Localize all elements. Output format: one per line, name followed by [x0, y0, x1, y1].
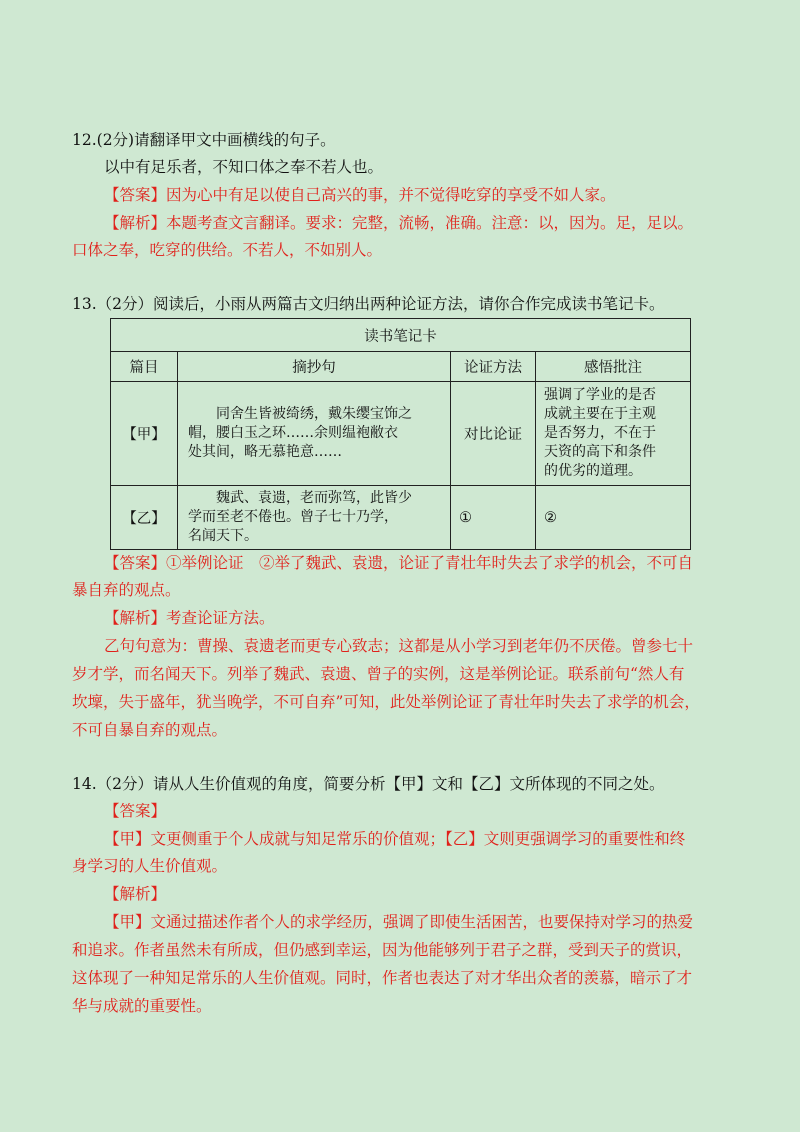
q13-answer-line2: 暴自弃的观点。 — [72, 581, 181, 599]
q14-analysis-line2: 和追求。作者虽然未有所成，但仍感到幸运，因为他能够列于君子之群，受到天子的赏识， — [72, 941, 693, 959]
row-note — [536, 382, 691, 486]
note-line: 成就主要在于主观 — [544, 406, 656, 422]
q13-answer-line1: 【答案】①举例论证 ②举了魏武、袁遗，论证了青壮年时失去了求学的机会，不可自 — [104, 554, 694, 572]
q14-answer-line2: 身学习的人生价值观。 — [72, 857, 228, 875]
row-piece: 【甲】 — [111, 382, 178, 486]
row-method-blank: ① — [451, 486, 536, 550]
header-piece: 篇目 — [111, 352, 178, 382]
q14-answer-label: 【答案】 — [104, 802, 167, 820]
q13-analysis-label: 【解析】考查论证方法。 — [104, 609, 275, 627]
quote-line: 学而至老不倦也。曾子七十乃学， — [188, 509, 398, 525]
quote-line: 帽，腰白玉之环……余则缊袍敝衣 — [188, 425, 398, 441]
header-note: 感悟批注 — [536, 352, 691, 382]
q14-analysis-line1: 【甲】文通过描述作者个人的求学经历，强调了即使生活困苦，也要保持对学习的热爱 — [104, 913, 694, 931]
card-row-jia — [111, 382, 691, 486]
note-line: 强调了学业的是否 — [544, 387, 656, 403]
row-note-blank: ② — [536, 486, 691, 550]
quote-line: 同舍生皆被绮绣，戴朱缨宝饰之 — [216, 406, 412, 422]
row-piece: 【乙】 — [111, 486, 178, 550]
q12-answer: 【答案】因为心中有足以使自己高兴的事，并不觉得吃穿的享受不如人家。 — [104, 186, 616, 204]
q14-analysis-line3: 这体现了一种知足常乐的人生价值观。同时，作者也表达了对才华出众者的羡慕，暗示了才 — [72, 969, 693, 987]
q13-analysis-line3: 坎壈，失于盛年，犹当晚学，不可自弃”可知，此处举例论证了青壮年时失去了求学的机会， — [72, 693, 700, 711]
row-quote — [178, 382, 451, 486]
note-line: 天资的高下和条件 — [544, 444, 656, 460]
header-quote: 摘抄句 — [178, 352, 451, 382]
q14-analysis-line4: 华与成就的重要性。 — [72, 997, 212, 1015]
q13-analysis-line1: 乙句句意为：曹操、袁遗老而更专心致志；这都是从小学习到老年仍不厌倦。曾参七十 — [104, 637, 694, 655]
q13-analysis-line2: 岁才学，而名闻天下。列举了魏武、袁遗、曾子的实例，这是举例论证。联系前句“然人有 — [72, 665, 685, 683]
row-quote — [178, 486, 451, 550]
quote-line: 名闻天下。 — [188, 528, 258, 544]
q14-answer-line1: 【甲】文更侧重于个人成就与知足常乐的价值观；【乙】文则更强调学习的重要性和终 — [104, 830, 686, 848]
row-method: 对比论证 — [451, 382, 536, 486]
quote-line: 魏武、袁遗，老而弥笃，此皆少 — [216, 490, 412, 506]
q13-question: 13.（2分）阅读后，小雨从两篇古文归纳出两种论证方法，请你合作完成读书笔记卡。 — [72, 295, 665, 313]
quote-line: 处其间，略无慕艳意…… — [188, 444, 342, 460]
header-method: 论证方法 — [451, 352, 536, 382]
q12-analysis-line2: 口体之奉，吃穿的供给。不若人，不如别人。 — [72, 241, 383, 259]
q12-question: 12.(2分)请翻译甲文中画横线的句子。 — [72, 131, 336, 149]
card-title: 读书笔记卡 — [111, 319, 691, 352]
q13-analysis-line4: 不可自暴自弃的观点。 — [72, 721, 228, 739]
card-row-yi — [111, 486, 691, 550]
note-line: 的优劣的道理。 — [544, 463, 642, 479]
note-line: 是否努力，不在于 — [544, 425, 656, 441]
q12-sentence: 以中有足乐者，不知口体之奉不若人也。 — [104, 158, 384, 176]
q14-question: 14.（2分）请从人生价值观的角度，简要分析【甲】文和【乙】文所体现的不同之处。 — [72, 775, 665, 793]
q14-analysis-label: 【解析】 — [104, 885, 167, 903]
q12-analysis-line1: 【解析】本题考查文言翻译。要求：完整，流畅，准确。注意：以，因为。足，足以。 — [104, 214, 694, 232]
reading-note-card — [110, 318, 691, 550]
